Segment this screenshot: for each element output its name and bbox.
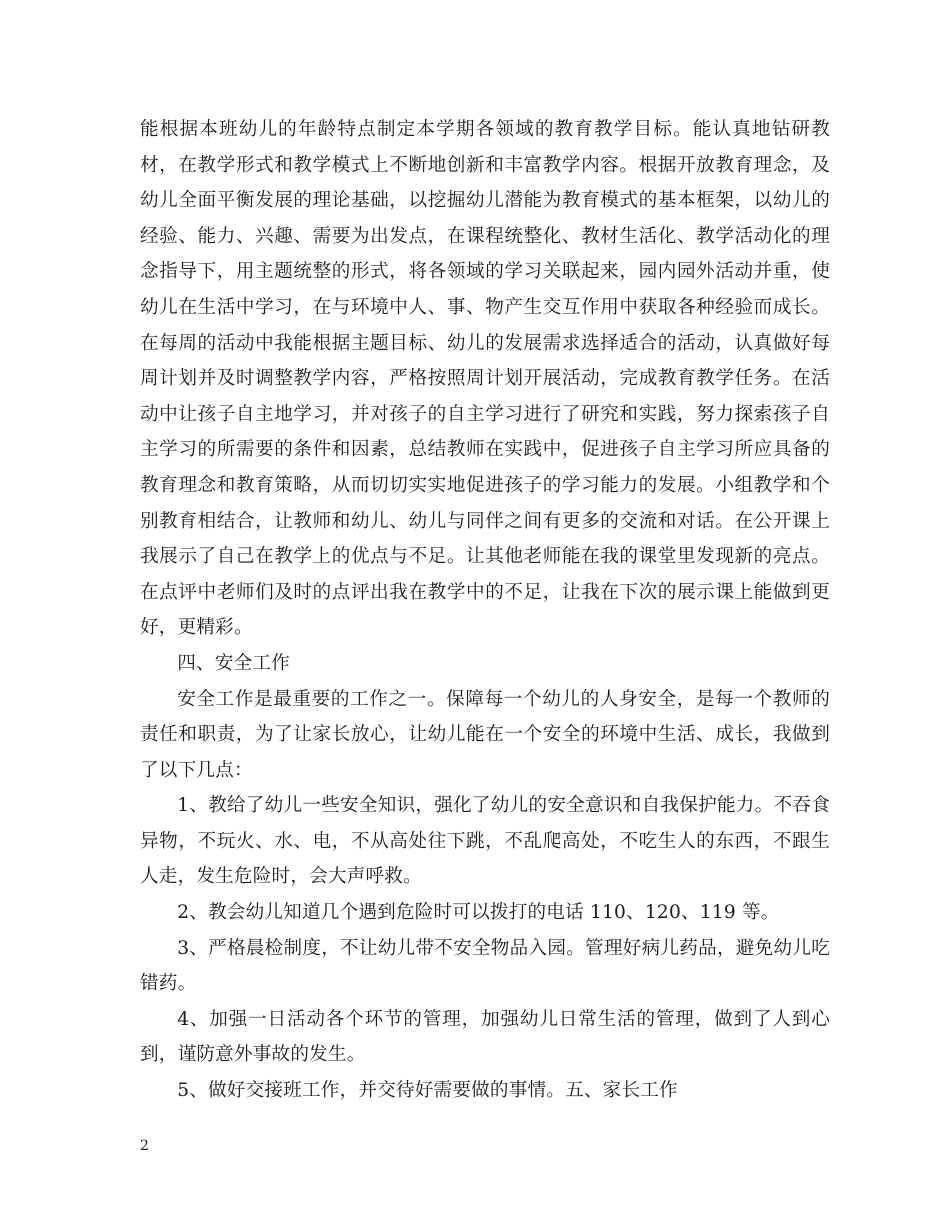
paragraph-teaching-continued: 能根据本班幼儿的年龄特点制定本学期各领域的教育教学目标。能认真地钻研教材，在教学形式和教学模式上不断地创新和丰富教学内容。根据开放教育理念，及幼儿全面平衡发展的理论基础，以挖掘幼儿潜能为教育模式的基本框架，以幼儿的经验、能力、兴趣、需要为出发点，在课程统整化、教材生活化、教学活动化的理念指导下，用主题统整的形式，将各领域的学习关联起来，园内园外活动并重，使幼儿在生活中学习，在与环境中人、事、物产生交互作用中获取各种经验而成长。在每周的活动中我能根据主题目标、幼儿的发展需求选择适合的活动，认真做好每周计划并及时调整教学内容，严格按照周计划开展活动，完成教育教学任务。在活动中让孩子自主地学习，并对孩子的自主学习进行了研究和实践，努力探索孩子自主学习的所需要的条件和因素，总结教师在实践中，促进孩子自主学习所应具备的教育理念和教育策略，从而切切实实地促进孩子的学习能力的发展。小组教学和个别教育相结合，让教师和幼儿、幼儿与同伴之间有更多的交流和对话。在公开课上我展示了自己在教学上的优点与不足。让其他老师能在我的课堂里发现新的亮点。在点评中老师们及时的点评出我在教学中的不足，让我在下次的展示课上能做到更好，更精彩。	[140, 119, 830, 639]
section-heading-safety-work: 四、安全工作	[177, 652, 290, 674]
page-number: 2	[140, 1138, 149, 1154]
list-item-safety-3: 3、严格晨检制度，不让幼儿带不安全物品入园。管理好病儿药品，避免幼儿吃错药。	[140, 937, 830, 995]
list-item-safety-2: 2、教会幼儿知道几个遇到危险时可以拨打的电话 110、120、119 等。	[177, 902, 780, 924]
list-item-safety-5: 5、做好交接班工作，并交待好需要做的事情。五、家长工作	[177, 1080, 678, 1102]
body-text	[140, 112, 830, 1109]
list-item-safety-4: 4、加强一日活动各个环节的管理，加强幼儿日常生活的管理，做到了人到心到，谨防意外事故的发生。	[140, 1008, 830, 1066]
list-item-safety-1: 1、教给了幼儿一些安全知识，强化了幼儿的安全意识和自我保护能力。不吞食异物，不玩火、水、电，不从高处往下跳，不乱爬高处，不吃生人的东西，不跟生人走，发生危险时，会大声呼救。	[140, 795, 830, 888]
paragraph-safety-intro: 安全工作是最重要的工作之一。保障每一个幼儿的人身安全，是每一个教师的责任和职责，为了让家长放心，让幼儿能在一个安全的环境中生活、成长，我做到了以下几点：	[140, 688, 830, 781]
